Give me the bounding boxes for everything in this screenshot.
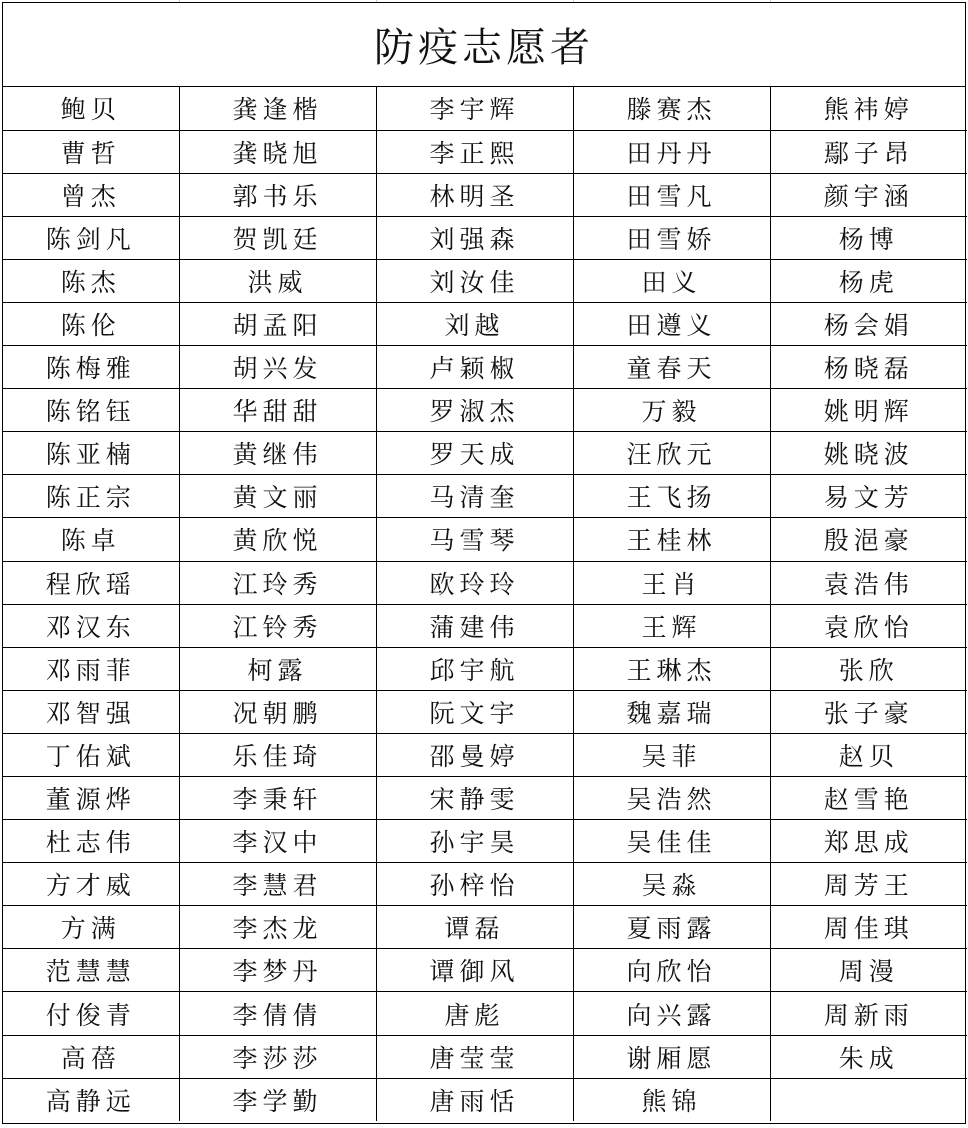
name-cell: 吴淼 bbox=[573, 863, 770, 906]
name-cell: 夏雨露 bbox=[573, 906, 770, 949]
name-cell: 杨博 bbox=[770, 216, 967, 259]
name-cell: 田雪娇 bbox=[573, 216, 770, 259]
name-cell: 陈杰 bbox=[3, 259, 179, 302]
name-cell: 万毅 bbox=[573, 389, 770, 432]
name-cell: 欧玲玲 bbox=[376, 561, 573, 604]
name-cell: 唐雨恬 bbox=[376, 1078, 573, 1121]
name-cell: 黄欣悦 bbox=[179, 518, 376, 561]
name-cell: 刘汝佳 bbox=[376, 259, 573, 302]
table-row bbox=[3, 432, 967, 475]
name-cell: 吴菲 bbox=[573, 733, 770, 776]
table-row bbox=[3, 130, 967, 173]
name-cell: 吴浩然 bbox=[573, 777, 770, 820]
name-cell: 田雪凡 bbox=[573, 173, 770, 216]
name-cell: 滕赛杰 bbox=[573, 87, 770, 130]
name-cell: 江铃秀 bbox=[179, 604, 376, 647]
name-cell: 乐佳琦 bbox=[179, 733, 376, 776]
name-cell: 孙宇昊 bbox=[376, 820, 573, 863]
name-cell: 邓雨菲 bbox=[3, 647, 179, 690]
name-cell: 曾杰 bbox=[3, 173, 179, 216]
name-cell: 马清奎 bbox=[376, 475, 573, 518]
name-cell: 张欣 bbox=[770, 647, 967, 690]
name-cell: 谭御风 bbox=[376, 949, 573, 992]
name-cell: 鄢子昂 bbox=[770, 130, 967, 173]
name-cell: 王桂林 bbox=[573, 518, 770, 561]
name-cell: 程欣瑶 bbox=[3, 561, 179, 604]
name-cell: 李倩倩 bbox=[179, 992, 376, 1035]
name-cell: 姚明辉 bbox=[770, 389, 967, 432]
name-cell: 陈卓 bbox=[3, 518, 179, 561]
name-cell: 周漫 bbox=[770, 949, 967, 992]
sheet-title: 防疫志愿者 bbox=[3, 3, 965, 87]
name-cell: 邓汉东 bbox=[3, 604, 179, 647]
name-cell: 周佳琪 bbox=[770, 906, 967, 949]
name-cell: 姚晓波 bbox=[770, 432, 967, 475]
table-row bbox=[3, 949, 967, 992]
name-cell: 李宇辉 bbox=[376, 87, 573, 130]
name-cell: 唐彪 bbox=[376, 992, 573, 1035]
name-cell: 况朝鹏 bbox=[179, 690, 376, 733]
name-cell: 王琳杰 bbox=[573, 647, 770, 690]
name-cell: 阮文宇 bbox=[376, 690, 573, 733]
name-cell: 李汉中 bbox=[179, 820, 376, 863]
name-cell: 邱宇航 bbox=[376, 647, 573, 690]
name-cell: 刘强森 bbox=[376, 216, 573, 259]
name-cell: 王辉 bbox=[573, 604, 770, 647]
name-cell: 向欣怡 bbox=[573, 949, 770, 992]
name-cell: 方才威 bbox=[3, 863, 179, 906]
table-row bbox=[3, 733, 967, 776]
name-cell: 陈剑凡 bbox=[3, 216, 179, 259]
name-cell: 赵贝 bbox=[770, 733, 967, 776]
name-cell: 罗淑杰 bbox=[376, 389, 573, 432]
name-cell: 谭磊 bbox=[376, 906, 573, 949]
table-row bbox=[3, 777, 967, 820]
name-cell: 殷浥豪 bbox=[770, 518, 967, 561]
table-row bbox=[3, 604, 967, 647]
table-row bbox=[3, 820, 967, 863]
name-cell: 赵雪艳 bbox=[770, 777, 967, 820]
name-cell: 张子豪 bbox=[770, 690, 967, 733]
name-cell: 曹哲 bbox=[3, 130, 179, 173]
name-cell: 刘越 bbox=[376, 302, 573, 345]
table-row bbox=[3, 647, 967, 690]
name-cell: 马雪琴 bbox=[376, 518, 573, 561]
volunteer-name-table bbox=[3, 87, 967, 1121]
name-cell: 董源烨 bbox=[3, 777, 179, 820]
name-cell: 向兴露 bbox=[573, 992, 770, 1035]
name-cell: 江玲秀 bbox=[179, 561, 376, 604]
name-cell: 周新雨 bbox=[770, 992, 967, 1035]
name-cell: 洪威 bbox=[179, 259, 376, 302]
name-cell: 柯露 bbox=[179, 647, 376, 690]
name-cell: 胡孟阳 bbox=[179, 302, 376, 345]
table-row bbox=[3, 906, 967, 949]
name-cell: 邓智强 bbox=[3, 690, 179, 733]
name-cell: 谢厢愿 bbox=[573, 1035, 770, 1078]
table-row bbox=[3, 992, 967, 1035]
name-cell: 鲍贝 bbox=[3, 87, 179, 130]
name-cell: 李莎莎 bbox=[179, 1035, 376, 1078]
name-cell: 陈梅雅 bbox=[3, 346, 179, 389]
table-row bbox=[3, 1078, 967, 1121]
name-cell: 颜宇涵 bbox=[770, 173, 967, 216]
name-cell: 李秉轩 bbox=[179, 777, 376, 820]
name-cell: 熊祎婷 bbox=[770, 87, 967, 130]
name-cell: 龚逢楷 bbox=[179, 87, 376, 130]
name-cell: 胡兴发 bbox=[179, 346, 376, 389]
name-cell: 丁佑斌 bbox=[3, 733, 179, 776]
table-row bbox=[3, 173, 967, 216]
name-cell: 罗天成 bbox=[376, 432, 573, 475]
name-cell: 宋静雯 bbox=[376, 777, 573, 820]
name-cell: 童春天 bbox=[573, 346, 770, 389]
name-cell: 卢颖椒 bbox=[376, 346, 573, 389]
name-cell: 杨虎 bbox=[770, 259, 967, 302]
table-row bbox=[3, 518, 967, 561]
table-row bbox=[3, 302, 967, 345]
table-row bbox=[3, 216, 967, 259]
name-cell: 朱成 bbox=[770, 1035, 967, 1078]
name-cell: 杨晓磊 bbox=[770, 346, 967, 389]
name-cell: 方满 bbox=[3, 906, 179, 949]
table-row bbox=[3, 561, 967, 604]
name-cell: 贺凯廷 bbox=[179, 216, 376, 259]
name-cell: 孙梓怡 bbox=[376, 863, 573, 906]
name-cell: 陈亚楠 bbox=[3, 432, 179, 475]
name-cell: 魏嘉瑞 bbox=[573, 690, 770, 733]
name-cell: 杨会娟 bbox=[770, 302, 967, 345]
name-cell: 袁欣怡 bbox=[770, 604, 967, 647]
name-cell: 黄继伟 bbox=[179, 432, 376, 475]
name-cell: 田义 bbox=[573, 259, 770, 302]
table-row bbox=[3, 690, 967, 733]
name-cell: 华甜甜 bbox=[179, 389, 376, 432]
name-cell: 熊锦 bbox=[573, 1078, 770, 1121]
name-rows bbox=[3, 87, 967, 1121]
name-cell: 范慧慧 bbox=[3, 949, 179, 992]
name-cell: 周芳王 bbox=[770, 863, 967, 906]
name-cell: 龚晓旭 bbox=[179, 130, 376, 173]
name-cell: 李梦丹 bbox=[179, 949, 376, 992]
name-cell bbox=[770, 1078, 967, 1121]
name-cell: 林明圣 bbox=[376, 173, 573, 216]
name-cell: 唐莹莹 bbox=[376, 1035, 573, 1078]
name-cell: 李慧君 bbox=[179, 863, 376, 906]
volunteer-sheet bbox=[2, 2, 966, 1124]
name-cell: 陈铭钰 bbox=[3, 389, 179, 432]
name-cell: 高静远 bbox=[3, 1078, 179, 1121]
name-cell: 袁浩伟 bbox=[770, 561, 967, 604]
table-row bbox=[3, 475, 967, 518]
name-cell: 蒲建伟 bbox=[376, 604, 573, 647]
name-cell: 易文芳 bbox=[770, 475, 967, 518]
name-cell: 田遵义 bbox=[573, 302, 770, 345]
name-cell: 陈正宗 bbox=[3, 475, 179, 518]
name-cell: 王飞扬 bbox=[573, 475, 770, 518]
table-row bbox=[3, 1035, 967, 1078]
name-cell: 郭书乐 bbox=[179, 173, 376, 216]
name-cell: 吴佳佳 bbox=[573, 820, 770, 863]
name-cell: 黄文丽 bbox=[179, 475, 376, 518]
name-cell: 王肖 bbox=[573, 561, 770, 604]
table-row bbox=[3, 389, 967, 432]
table-row bbox=[3, 259, 967, 302]
table-row bbox=[3, 87, 967, 130]
name-cell: 付俊青 bbox=[3, 992, 179, 1035]
name-cell: 田丹丹 bbox=[573, 130, 770, 173]
name-cell: 李学勤 bbox=[179, 1078, 376, 1121]
name-cell: 高蓓 bbox=[3, 1035, 179, 1078]
name-cell: 杜志伟 bbox=[3, 820, 179, 863]
name-cell: 陈伦 bbox=[3, 302, 179, 345]
name-cell: 李杰龙 bbox=[179, 906, 376, 949]
name-cell: 李正熙 bbox=[376, 130, 573, 173]
name-cell: 汪欣元 bbox=[573, 432, 770, 475]
name-cell: 郑思成 bbox=[770, 820, 967, 863]
table-row bbox=[3, 863, 967, 906]
name-cell: 邵曼婷 bbox=[376, 733, 573, 776]
table-row bbox=[3, 346, 967, 389]
